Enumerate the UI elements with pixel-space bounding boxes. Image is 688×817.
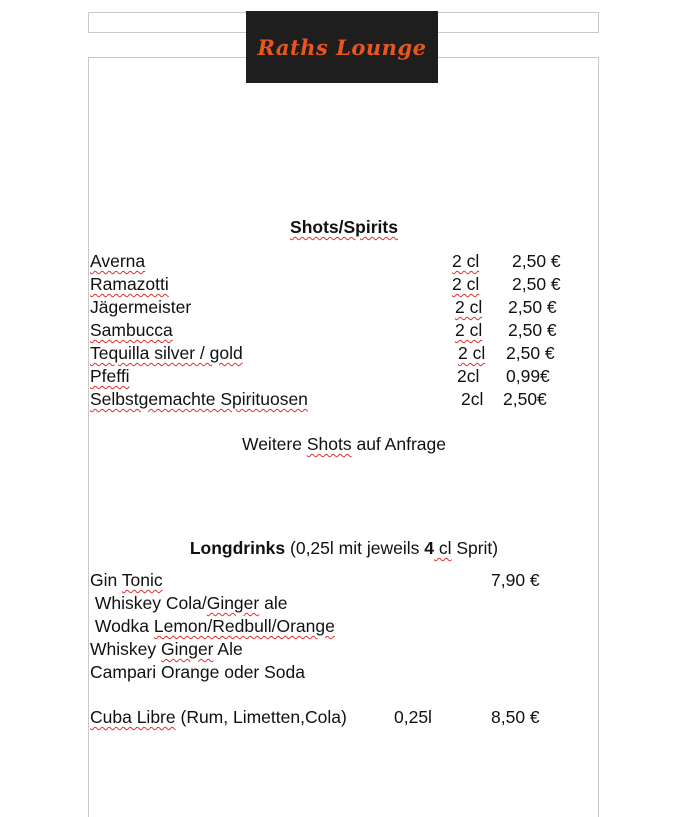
shot-item-price: 2,50 €: [508, 297, 557, 317]
longdrink-special-price: 8,50 €: [491, 707, 540, 727]
shot-item-name: Selbstgemachte Spirituosen: [90, 389, 308, 409]
shot-item-volume: 2 cl: [455, 320, 483, 340]
shots-note: Weitere Shots auf Anfrage: [242, 434, 446, 454]
shot-item-price: 2,50 €: [512, 251, 561, 271]
shot-item-name: Ramazotti: [90, 274, 169, 294]
shot-item-volume: 2 cl: [452, 274, 480, 294]
logo: [246, 11, 438, 83]
shot-item-volume: 2 cl: [452, 251, 480, 271]
shot-item-volume: 2 cl: [458, 343, 486, 363]
longdrink-item-name: Wodka Lemon/Redbull/Orange: [90, 616, 335, 636]
shot-item-volume: 2cl: [457, 366, 480, 386]
shot-item-name: Jägermeister: [90, 297, 192, 317]
longdrink-item-name: Whiskey Cola/Ginger ale: [90, 593, 288, 613]
shot-item-price: 2,50 €: [506, 343, 555, 363]
longdrink-item-name: Whiskey Ginger Ale: [90, 639, 243, 659]
longdrink-special-volume: 0,25l: [394, 707, 432, 727]
shot-item-name: Sambucca: [90, 320, 173, 340]
longdrink-item-name: Campari Orange oder Soda: [90, 662, 305, 682]
shot-item-name: Pfeffi: [90, 366, 130, 386]
shot-item-price: 2,50 €: [512, 274, 561, 294]
logo-text: Raths Lounge: [257, 34, 427, 60]
shot-item-price: 2,50€: [503, 389, 547, 409]
shot-item-name: Averna: [90, 251, 146, 271]
shots-title: Shots/Spirits: [290, 217, 398, 237]
longdrinks-title: Longdrinks (0,25l mit jeweils 4 cl Sprit): [189, 538, 499, 558]
shot-item-price: 2,50 €: [508, 320, 557, 340]
longdrink-item-price: 7,90 €: [491, 570, 540, 590]
shot-item-volume: 2cl: [461, 389, 484, 409]
shot-item-volume: 2 cl: [455, 297, 483, 317]
shot-item-price: 0,99€: [506, 366, 550, 386]
shot-item-name: Tequilla silver / gold: [90, 343, 243, 363]
longdrink-item-name: Gin Tonic: [90, 570, 163, 590]
longdrink-special-name: Cuba Libre (Rum, Limetten,Cola): [90, 707, 347, 727]
